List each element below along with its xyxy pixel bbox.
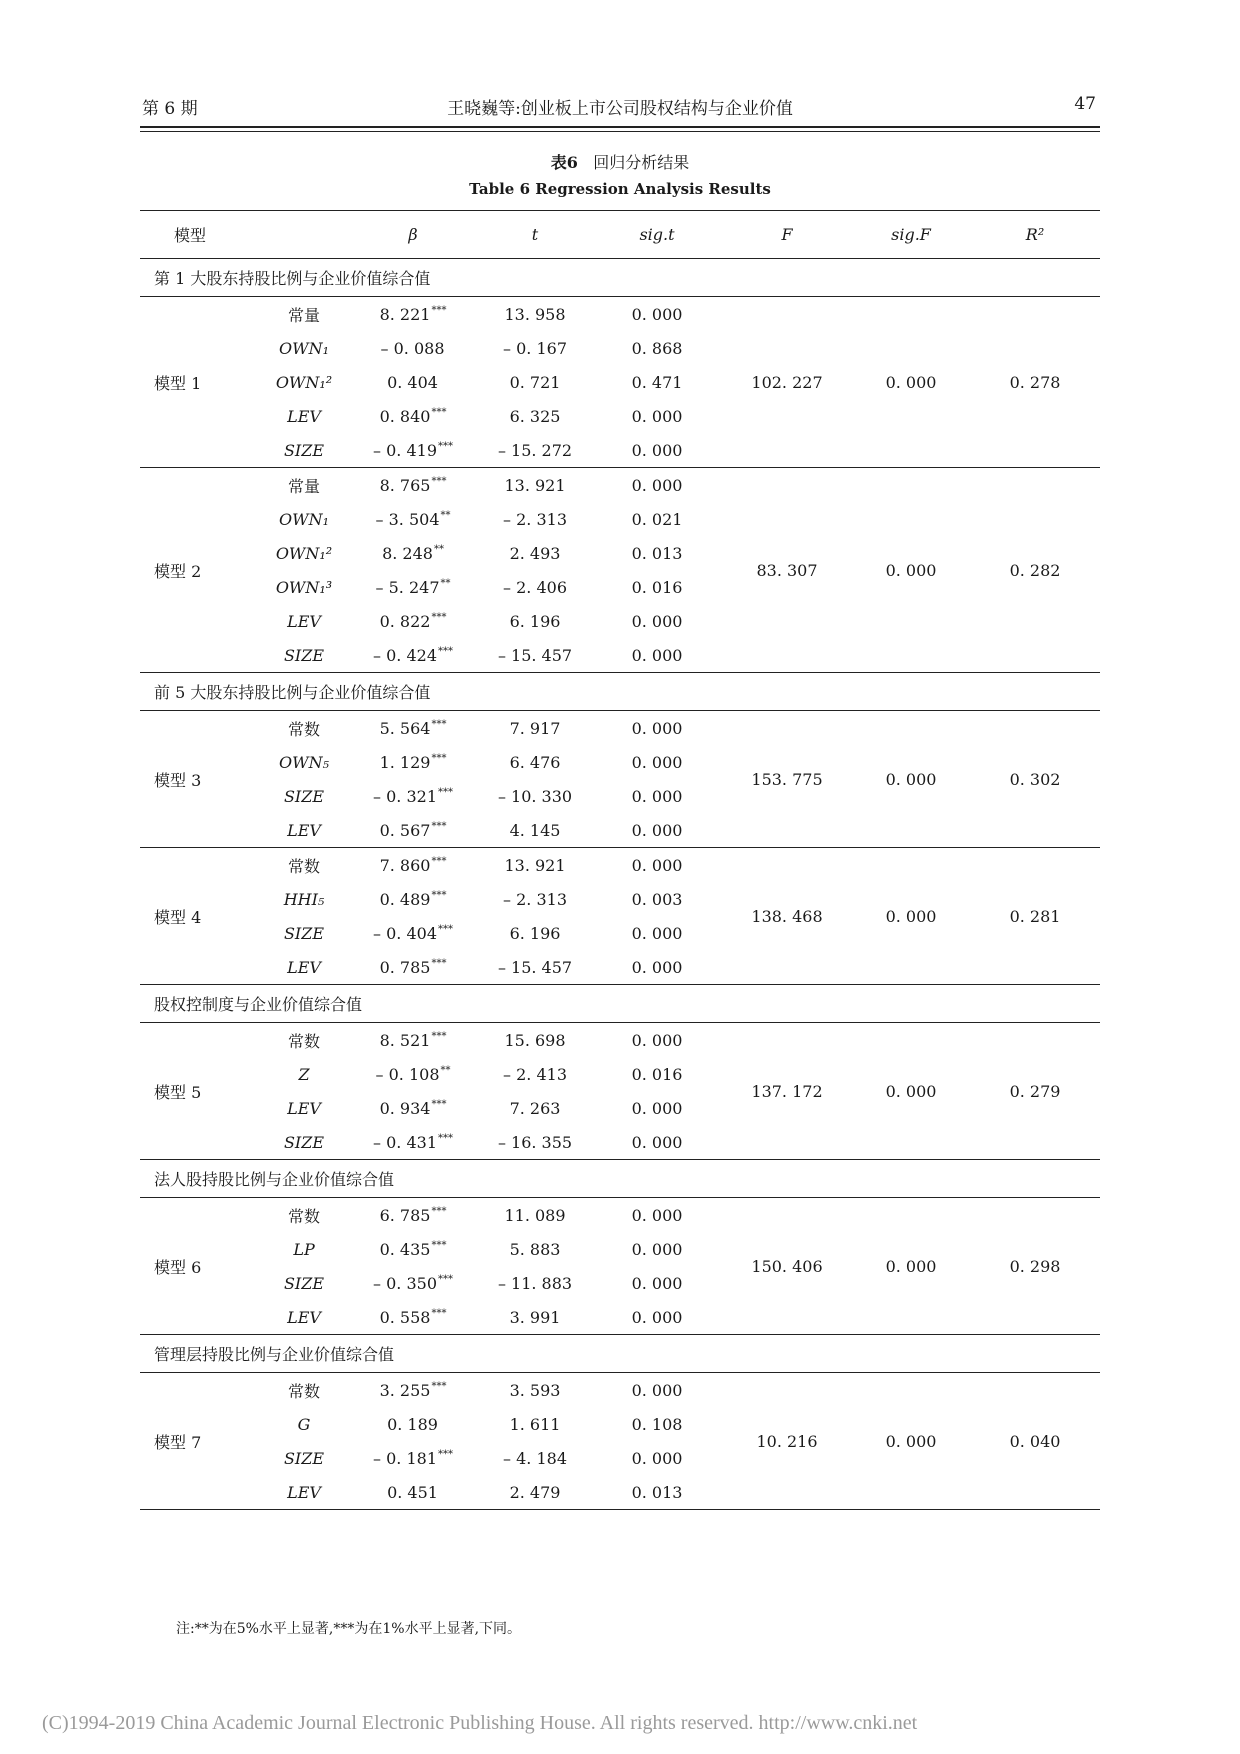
sig-t-value: 0. 000 [631,1273,683,1293]
significance-stars: *** [438,787,453,799]
beta-value: 3. 255 [379,1380,431,1400]
table-group [140,1160,1100,1335]
beta-cell [348,1266,478,1300]
beta-cell [348,882,478,916]
col-f: F [781,225,793,244]
t-value: – 15. 457 [478,950,592,985]
t-value: 3. 593 [509,1380,561,1400]
variable-name: 常数 [288,856,321,876]
table-caption-en: Table 6 Regression Analysis Results [469,180,771,198]
significance-stars: *** [438,441,453,453]
t-value: – 2. 413 [503,1064,567,1084]
significance-stars: *** [431,476,447,488]
table-row [140,1373,1100,1408]
model-name: 模型 3 [140,711,260,848]
sig-t-value: 0. 471 [631,372,683,392]
r2-value: 0. 302 [970,711,1100,848]
sig-f-value: 0. 000 [852,468,970,673]
variable-name: OWN₁² [275,372,333,392]
group-title: 管理层持股比例与企业价值综合值 [140,1335,1100,1373]
sig-t-value: 0. 000 [631,1205,683,1225]
beta-value: 0. 785 [379,957,431,977]
sig-f-value: 0. 000 [852,1198,970,1335]
table-header [140,211,1100,259]
t-value: 6. 476 [509,752,561,772]
variable-name: LP [293,1239,315,1259]
t-value: 5. 883 [509,1239,561,1259]
group-row [140,259,1100,297]
col-sig-f: sig.F [891,225,931,244]
f-value: 137. 172 [722,1023,852,1160]
t-value: 6. 325 [509,406,561,426]
beta-cell [348,1125,478,1160]
variable-name: Z [298,1064,310,1084]
t-value: – 15. 272 [478,433,592,468]
issue-number: 第 6 期 [142,99,198,119]
significance-stars: *** [438,1449,453,1461]
significance-stars: *** [438,1133,453,1145]
significance-stars: ** [440,578,451,590]
sig-t-value: 0. 000 [592,1125,722,1160]
beta-value: 0. 404 [387,372,438,392]
model-name: 模型 6 [140,1198,260,1335]
beta-cell [348,604,478,638]
beta-value: 7. 860 [379,855,431,875]
r2-value: 0. 281 [970,848,1100,985]
variable-name: SIZE [260,1125,348,1160]
sig-f-value: 0. 000 [852,848,970,985]
header-rule-thin [140,131,1100,132]
beta-value: 0. 558 [379,1307,431,1327]
beta-cell [348,399,478,433]
beta-value: – 0. 181 [373,1448,437,1468]
col-beta: β [408,225,418,244]
significance-stars: *** [431,821,447,833]
sig-t-value: 0. 000 [631,406,683,426]
sig-t-value: 0. 013 [631,543,683,563]
beta-cell [348,950,478,985]
t-value: 13. 921 [504,855,566,875]
sig-t-value: 0. 000 [631,1448,683,1468]
variable-name: OWN₁³ [275,577,333,597]
r2-value: 0. 279 [970,1023,1100,1160]
beta-cell [348,848,478,883]
sig-t-value: 0. 000 [631,1239,683,1259]
beta-cell [348,1023,478,1058]
sig-t-value: 0. 000 [631,923,683,943]
beta-value: 8. 221 [379,304,431,324]
significance-stars: *** [431,612,447,624]
variable-name: SIZE [283,1273,325,1293]
r2-value: 0. 278 [970,297,1100,468]
table-row [140,297,1100,332]
beta-value: – 0. 431 [373,1132,437,1152]
sig-t-value: 0. 000 [631,611,683,631]
variable-name: G [297,1414,311,1434]
sig-t-value: 0. 000 [631,1380,683,1400]
significance-stars: *** [431,1308,447,1320]
sig-t-value: 0. 000 [631,1098,683,1118]
table-group [140,1335,1100,1510]
beta-value: 1. 129 [379,752,431,772]
f-value: 102. 227 [722,297,852,468]
beta-cell [348,916,478,950]
col-sig-t: sig.t [639,225,675,244]
significance-stars: *** [438,646,453,658]
significance-stars: ** [433,544,444,556]
beta-value: – 0. 419 [373,440,437,460]
t-value: 6. 196 [509,611,561,631]
variable-name: SIZE [283,786,325,806]
beta-cell [348,1475,478,1510]
beta-cell [348,1232,478,1266]
beta-value: 5. 564 [379,718,431,738]
beta-value: 8. 248 [382,543,433,563]
sig-t-value: 0. 000 [631,475,683,495]
beta-value: – 3. 504 [375,509,440,529]
beta-value: – 0. 108 [375,1064,440,1084]
t-value: 0. 721 [509,372,561,392]
variable-name: LEV [260,813,348,848]
variable-name: OWN₁² [275,543,333,563]
variable-name: LEV [287,1098,321,1118]
significance-stars: *** [431,1381,447,1393]
beta-cell [348,365,478,399]
t-value: – 2. 313 [503,509,567,529]
t-value: 2. 479 [478,1475,592,1510]
col-t: t [531,225,539,244]
sig-t-value: 0. 000 [631,304,683,324]
t-value: 2. 493 [509,543,561,563]
beta-value: 0. 451 [387,1482,438,1502]
variable-name: OWN₅ [279,752,329,772]
significance-stars: *** [431,753,447,765]
group-row [140,673,1100,711]
t-value: – 0. 167 [503,338,567,358]
significance-stars: *** [431,305,447,317]
beta-value: 0. 435 [379,1239,431,1259]
beta-cell [348,1373,478,1408]
significance-stars: *** [438,1274,453,1286]
variable-name: SIZE [283,923,325,943]
t-value: – 2. 313 [503,889,567,909]
table-group [140,985,1100,1160]
model-name: 模型 2 [140,468,260,673]
sig-t-value: 0. 003 [631,889,683,909]
significance-stars: *** [438,924,453,936]
beta-cell [348,638,478,673]
beta-cell [348,536,478,570]
group-title: 法人股持股比例与企业价值综合值 [140,1160,1100,1198]
table-row [140,848,1100,883]
beta-cell [348,331,478,365]
beta-cell [348,1198,478,1233]
significance-stars: *** [431,407,447,419]
beta-value: – 5. 247 [375,577,440,597]
running-header [140,94,1100,128]
sig-t-value: 0. 000 [592,813,722,848]
sig-t-value: 0. 000 [631,786,683,806]
sig-t-value: 0. 000 [592,950,722,985]
sig-t-value: 0. 000 [631,718,683,738]
variable-name: LEV [287,611,321,631]
sig-f-value: 0. 000 [852,1373,970,1510]
beta-cell [348,1441,478,1475]
group-row [140,1335,1100,1373]
group-row [140,985,1100,1023]
model-name: 模型 5 [140,1023,260,1160]
sig-f-value: 0. 000 [852,1023,970,1160]
beta-value: 8. 521 [379,1030,431,1050]
variable-name: OWN₁ [279,338,329,358]
sig-t-value: 0. 013 [592,1475,722,1510]
r2-value: 0. 040 [970,1373,1100,1510]
t-value: 3. 991 [478,1300,592,1335]
table-group [140,673,1100,985]
model-name: 模型 7 [140,1373,260,1510]
beta-cell [348,779,478,813]
beta-value: 0. 840 [379,406,431,426]
regression-table [140,210,1100,1510]
t-value: 7. 917 [509,718,561,738]
group-title: 第 1 大股东持股比例与企业价值综合值 [140,259,1100,297]
sig-t-value: 0. 000 [592,1300,722,1335]
beta-cell [348,468,478,503]
sig-f-value: 0. 000 [852,297,970,468]
t-value: 1. 611 [509,1414,561,1434]
beta-cell [348,433,478,468]
table-row [140,1198,1100,1233]
t-value: – 4. 184 [503,1448,567,1468]
significance-stars: ** [440,1065,451,1077]
group-title: 前 5 大股东持股比例与企业价值综合值 [140,673,1100,711]
variable-name: SIZE [260,638,348,673]
beta-value: 0. 934 [379,1098,431,1118]
beta-cell [348,502,478,536]
beta-value: – 0. 350 [373,1273,437,1293]
beta-cell [348,297,478,332]
table-row [140,468,1100,503]
significance-stars: *** [431,958,447,970]
f-value: 10. 216 [722,1373,852,1510]
r2-value: 0. 298 [970,1198,1100,1335]
sig-t-value: 0. 000 [592,638,722,673]
model-name: 模型 4 [140,848,260,985]
table-note: 注:**为在5%水平上显著,***为在1%水平上显著,下同。 [176,1621,522,1637]
f-value: 150. 406 [722,1198,852,1335]
beta-cell [348,711,478,746]
sig-t-value: 0. 000 [631,752,683,772]
r2-value: 0. 282 [970,468,1100,673]
sig-t-value: 0. 016 [631,577,683,597]
beta-value: 0. 189 [387,1414,438,1434]
variable-name: LEV [260,1300,348,1335]
variable-name: 常量 [288,305,321,325]
sig-t-value: 0. 000 [631,855,683,875]
significance-stars: *** [431,890,447,902]
t-value: – 16. 355 [478,1125,592,1160]
t-value: 15. 698 [504,1030,566,1050]
variable-name: LEV [260,1475,348,1510]
group-row [140,1160,1100,1198]
table-row [140,1023,1100,1058]
variable-name: 常数 [288,1031,321,1051]
sig-t-value: 0. 000 [631,1030,683,1050]
col-r2: R² [1025,225,1045,244]
beta-cell [348,745,478,779]
beta-cell [348,570,478,604]
sig-t-value: 0. 021 [631,509,683,529]
header-rule-thick [140,126,1100,128]
beta-cell [348,1407,478,1441]
beta-value: 6. 785 [379,1205,431,1225]
sig-t-value: 0. 000 [592,433,722,468]
sig-t-value: 0. 016 [631,1064,683,1084]
beta-value: – 0. 424 [373,645,437,665]
beta-value: 8. 765 [379,475,431,495]
significance-stars: *** [431,719,447,731]
significance-stars: *** [431,1240,447,1252]
significance-stars: ** [440,510,451,522]
variable-name: LEV [260,950,348,985]
beta-cell [348,1057,478,1091]
t-value: – 10. 330 [497,786,573,806]
t-value: – 2. 406 [503,577,567,597]
f-value: 83. 307 [722,468,852,673]
model-name: 模型 1 [140,297,260,468]
table-label: 表6 [550,153,578,172]
beta-value: 0. 822 [379,611,431,631]
table-caption-cn [140,150,1100,173]
beta-value: – 0. 321 [373,786,437,806]
sig-t-value: 0. 108 [631,1414,683,1434]
beta-cell [348,1091,478,1125]
col-model: 模型 [174,226,207,245]
t-value: 11. 089 [504,1205,566,1225]
beta-cell [348,1300,478,1335]
table-row [140,711,1100,746]
table-title-cn: 回归分析结果 [593,153,690,172]
variable-name: 常数 [288,719,321,739]
sig-f-value: 0. 000 [852,711,970,848]
t-value: 13. 958 [504,304,566,324]
variable-name: OWN₁ [279,509,329,529]
variable-name: LEV [287,406,321,426]
copyright-footer: (C)1994-2019 China Academic Journal Electronic Publishing House. All rights reserved. http://www.cnki.net [42,1712,918,1734]
significance-stars: *** [431,1031,447,1043]
variable-name: 常数 [288,1381,321,1401]
significance-stars: *** [431,1206,447,1218]
t-value: – 15. 457 [478,638,592,673]
variable-name: HHI₅ [283,889,325,909]
page-number: 47 [1074,94,1096,114]
t-value: 13. 921 [504,475,566,495]
variable-name: 常量 [288,476,321,496]
beta-value: – 0. 404 [373,923,437,943]
variable-name: SIZE [283,1448,325,1468]
variable-name: SIZE [260,433,348,468]
f-value: 138. 468 [722,848,852,985]
significance-stars: *** [431,1099,447,1111]
f-value: 153. 775 [722,711,852,848]
t-value: – 11. 883 [497,1273,573,1293]
t-value: 4. 145 [478,813,592,848]
beta-value: 0. 489 [379,889,431,909]
t-value: 7. 263 [509,1098,561,1118]
variable-name: 常数 [288,1206,321,1226]
table-group [140,259,1100,673]
significance-stars: *** [431,856,447,868]
running-title: 王晓巍等:创业板上市公司股权结构与企业价值 [447,99,793,119]
beta-value: 0. 567 [379,820,431,840]
t-value: 6. 196 [509,923,561,943]
group-title: 股权控制度与企业价值综合值 [140,985,1100,1023]
beta-cell [348,813,478,848]
sig-t-value: 0. 868 [631,338,683,358]
beta-value: – 0. 088 [380,338,445,358]
